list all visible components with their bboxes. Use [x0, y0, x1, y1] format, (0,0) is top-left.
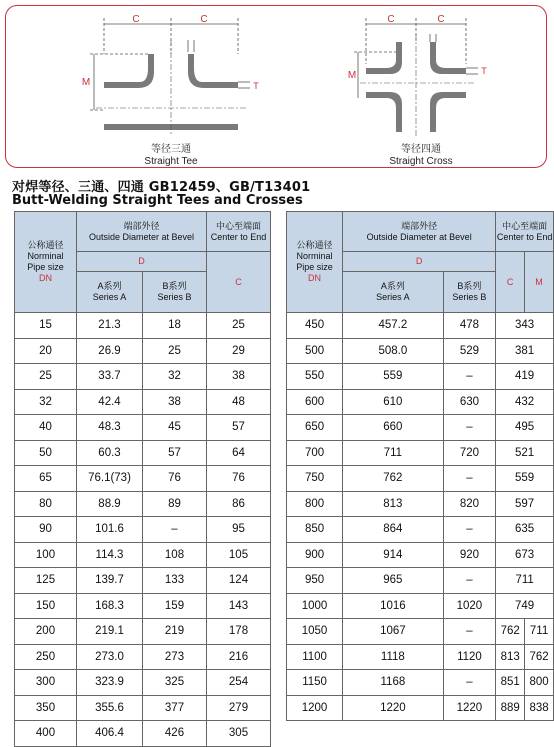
series-b-cell: 630 — [443, 389, 496, 415]
table-row — [287, 695, 554, 721]
series-a-cell: 273.0 — [77, 644, 143, 670]
m-header: M — [525, 252, 554, 313]
m-cell: 711 — [525, 619, 554, 645]
table-row — [287, 619, 554, 645]
c-cell: 216 — [207, 644, 271, 670]
series-b-cell: 25 — [143, 338, 207, 364]
series-b-cell: – — [443, 517, 496, 543]
dn-cell: 200 — [15, 619, 77, 645]
table-row — [15, 364, 271, 390]
series-a-cell: 1067 — [343, 619, 444, 645]
c-cell: 143 — [207, 593, 271, 619]
series-a-cell: 762 — [343, 466, 444, 492]
table-row — [287, 415, 554, 441]
series-a-cell: 508.0 — [343, 338, 444, 364]
c-cell: 305 — [207, 721, 271, 747]
table-row — [15, 440, 271, 466]
series-b-cell: 89 — [143, 491, 207, 517]
dn-cell: 900 — [287, 542, 343, 568]
dn-cell: 1150 — [287, 670, 343, 696]
m-cell: 800 — [525, 670, 554, 696]
c-cell: 762 — [496, 619, 525, 645]
od-header: 端部外径 Outside Diameter at Bevel — [343, 212, 496, 252]
c-cell: 381 — [496, 338, 554, 364]
c-cell: 635 — [496, 517, 554, 543]
straight-tee-diagram — [76, 12, 266, 142]
table-row — [15, 644, 271, 670]
c-cell: 673 — [496, 542, 554, 568]
c-cell: 559 — [496, 466, 554, 492]
series-b-cell: 219 — [143, 619, 207, 645]
series-a-cell: 42.4 — [77, 389, 143, 415]
series-a-cell: 219.1 — [77, 619, 143, 645]
series-b-cell: 1220 — [443, 695, 496, 721]
dn-cell: 800 — [287, 491, 343, 517]
dn-cell: 400 — [15, 721, 77, 747]
dn-cell: 150 — [15, 593, 77, 619]
c-cell: 48 — [207, 389, 271, 415]
dn-cell: 20 — [15, 338, 77, 364]
d-header: D — [77, 252, 207, 272]
tee-dim-t: T — [253, 81, 259, 91]
series-b-cell: 38 — [143, 389, 207, 415]
series-b-cell: 273 — [143, 644, 207, 670]
c-cell: 25 — [207, 313, 271, 339]
dn-cell: 25 — [15, 364, 77, 390]
right-size-table — [286, 211, 554, 721]
cross-dim-t: T — [481, 66, 487, 76]
series-b-header: B系列 Series B — [443, 272, 496, 313]
series-b-header: B系列 Series B — [143, 272, 207, 313]
series-b-cell: – — [143, 517, 207, 543]
series-a-cell: 101.6 — [77, 517, 143, 543]
c-cell: 419 — [496, 364, 554, 390]
table-row — [15, 338, 271, 364]
dn-cell: 1050 — [287, 619, 343, 645]
series-b-cell: 159 — [143, 593, 207, 619]
c-cell: 76 — [207, 466, 271, 492]
c-header: C — [496, 252, 525, 313]
tee-caption — [91, 144, 251, 168]
table-row — [15, 542, 271, 568]
tee-dim-c-right: C — [200, 14, 208, 25]
series-b-cell: 478 — [443, 313, 496, 339]
series-b-cell: 325 — [143, 670, 207, 696]
table-row — [15, 593, 271, 619]
dn-cell: 125 — [15, 568, 77, 594]
series-a-cell: 1168 — [343, 670, 444, 696]
series-a-cell: 1016 — [343, 593, 444, 619]
dn-header: 公称通径 Norminal Pipe size DN — [287, 212, 343, 313]
c-cell: 521 — [496, 440, 554, 466]
dn-cell: 350 — [15, 695, 77, 721]
series-b-cell: – — [443, 466, 496, 492]
tee-dim-c-left: C — [132, 14, 140, 25]
dn-cell: 500 — [287, 338, 343, 364]
dn-cell: 700 — [287, 440, 343, 466]
series-b-cell: – — [443, 364, 496, 390]
m-cell: 762 — [525, 644, 554, 670]
c-cell: 889 — [496, 695, 525, 721]
cross-dim-m: M — [347, 70, 357, 81]
series-b-cell: 76 — [143, 466, 207, 492]
c-cell: 711 — [496, 568, 554, 594]
table-row — [287, 593, 554, 619]
table-row — [287, 338, 554, 364]
table-row — [287, 364, 554, 390]
cross-dim-c-left: C — [387, 14, 395, 25]
dn-cell: 32 — [15, 389, 77, 415]
series-a-cell: 660 — [343, 415, 444, 441]
dn-cell: 65 — [15, 466, 77, 492]
series-a-cell: 559 — [343, 364, 444, 390]
dn-cell: 90 — [15, 517, 77, 543]
dn-cell: 650 — [287, 415, 343, 441]
c-cell: 432 — [496, 389, 554, 415]
series-a-cell: 355.6 — [77, 695, 143, 721]
series-b-cell: 529 — [443, 338, 496, 364]
series-b-cell: – — [443, 619, 496, 645]
series-a-cell: 813 — [343, 491, 444, 517]
series-b-cell: 133 — [143, 568, 207, 594]
series-a-cell: 914 — [343, 542, 444, 568]
series-b-cell: 920 — [443, 542, 496, 568]
series-a-cell: 21.3 — [77, 313, 143, 339]
dn-cell: 1000 — [287, 593, 343, 619]
straight-cross-diagram — [346, 12, 496, 142]
c-header: C — [207, 252, 271, 313]
series-a-cell: 323.9 — [77, 670, 143, 696]
series-b-cell: 1120 — [443, 644, 496, 670]
c-cell: 29 — [207, 338, 271, 364]
table-row — [15, 466, 271, 492]
series-a-cell: 139.7 — [77, 568, 143, 594]
table-row — [15, 389, 271, 415]
series-b-cell: 32 — [143, 364, 207, 390]
series-b-cell: 377 — [143, 695, 207, 721]
dn-cell: 450 — [287, 313, 343, 339]
series-b-cell: 426 — [143, 721, 207, 747]
series-b-cell: – — [443, 415, 496, 441]
series-a-cell: 88.9 — [77, 491, 143, 517]
c-cell: 343 — [496, 313, 554, 339]
dn-cell: 750 — [287, 466, 343, 492]
series-b-cell: 108 — [143, 542, 207, 568]
tee-caption-cn: 等径三通 — [151, 144, 191, 155]
series-a-cell: 457.2 — [343, 313, 444, 339]
table-row — [15, 313, 271, 339]
series-a-cell: 965 — [343, 568, 444, 594]
series-a-cell: 406.4 — [77, 721, 143, 747]
table-row — [15, 517, 271, 543]
series-a-header: A系列 Series A — [77, 272, 143, 313]
series-a-cell: 1118 — [343, 644, 444, 670]
dn-cell: 300 — [15, 670, 77, 696]
series-a-cell: 1220 — [343, 695, 444, 721]
table-row — [15, 415, 271, 441]
dn-cell: 550 — [287, 364, 343, 390]
dn-cell: 1200 — [287, 695, 343, 721]
tee-caption-en: Straight Tee — [144, 156, 198, 167]
ce-header: 中心至端面 Center to End — [496, 212, 554, 252]
series-a-header: A系列 Series A — [343, 272, 444, 313]
table-row — [287, 466, 554, 492]
c-cell: 254 — [207, 670, 271, 696]
table-row — [287, 440, 554, 466]
series-b-cell: – — [443, 568, 496, 594]
dn-cell: 600 — [287, 389, 343, 415]
c-cell: 178 — [207, 619, 271, 645]
c-cell: 57 — [207, 415, 271, 441]
c-cell: 38 — [207, 364, 271, 390]
cross-caption — [341, 144, 501, 168]
dn-cell: 40 — [15, 415, 77, 441]
table-row — [287, 568, 554, 594]
diagram-panel — [5, 5, 547, 168]
table-row — [15, 619, 271, 645]
dn-cell: 950 — [287, 568, 343, 594]
title-cn: 对焊等径、三通、四通 GB12459、GB/T13401 — [12, 180, 311, 195]
c-cell: 86 — [207, 491, 271, 517]
series-b-cell: – — [443, 670, 496, 696]
table-row — [15, 670, 271, 696]
table-row — [15, 695, 271, 721]
dn-cell: 50 — [15, 440, 77, 466]
series-a-cell: 610 — [343, 389, 444, 415]
table-row — [15, 491, 271, 517]
dn-cell: 1100 — [287, 644, 343, 670]
series-a-cell: 114.3 — [77, 542, 143, 568]
series-b-cell: 720 — [443, 440, 496, 466]
table-row — [287, 644, 554, 670]
table-row — [15, 568, 271, 594]
series-a-cell: 26.9 — [77, 338, 143, 364]
ce-header: 中心至端面 Center to End — [207, 212, 271, 252]
series-a-cell: 60.3 — [77, 440, 143, 466]
table-row — [287, 670, 554, 696]
dn-header: 公称通径 Norminal Pipe size DN — [15, 212, 77, 313]
dn-cell: 850 — [287, 517, 343, 543]
c-cell: 851 — [496, 670, 525, 696]
c-cell: 279 — [207, 695, 271, 721]
table-row — [287, 313, 554, 339]
c-cell: 597 — [496, 491, 554, 517]
c-cell: 105 — [207, 542, 271, 568]
series-b-cell: 820 — [443, 491, 496, 517]
title-en: Butt-Welding Straight Tees and Crosses — [12, 193, 303, 208]
c-cell: 124 — [207, 568, 271, 594]
c-cell: 749 — [496, 593, 554, 619]
table-row — [287, 542, 554, 568]
series-b-cell: 1020 — [443, 593, 496, 619]
c-cell: 95 — [207, 517, 271, 543]
series-a-cell: 48.3 — [77, 415, 143, 441]
table-row — [287, 389, 554, 415]
left-size-table — [14, 211, 271, 747]
cross-caption-cn: 等径四通 — [401, 144, 441, 155]
cross-caption-en: Straight Cross — [389, 156, 453, 167]
series-a-cell: 76.1(73) — [77, 466, 143, 492]
d-header: D — [343, 252, 496, 272]
table-row — [15, 721, 271, 747]
dn-cell: 100 — [15, 542, 77, 568]
cross-dim-c-right: C — [437, 14, 445, 25]
table-row — [287, 491, 554, 517]
series-a-cell: 33.7 — [77, 364, 143, 390]
od-header: 端部外径 Outside Diameter at Bevel — [77, 212, 207, 252]
dn-cell: 250 — [15, 644, 77, 670]
series-b-cell: 45 — [143, 415, 207, 441]
series-a-cell: 711 — [343, 440, 444, 466]
series-a-cell: 168.3 — [77, 593, 143, 619]
c-cell: 813 — [496, 644, 525, 670]
dn-cell: 80 — [15, 491, 77, 517]
series-b-cell: 18 — [143, 313, 207, 339]
dn-cell: 15 — [15, 313, 77, 339]
table-row — [287, 517, 554, 543]
c-cell: 495 — [496, 415, 554, 441]
series-a-cell: 864 — [343, 517, 444, 543]
series-b-cell: 57 — [143, 440, 207, 466]
m-cell: 838 — [525, 695, 554, 721]
tee-dim-m: M — [81, 77, 91, 88]
c-cell: 64 — [207, 440, 271, 466]
